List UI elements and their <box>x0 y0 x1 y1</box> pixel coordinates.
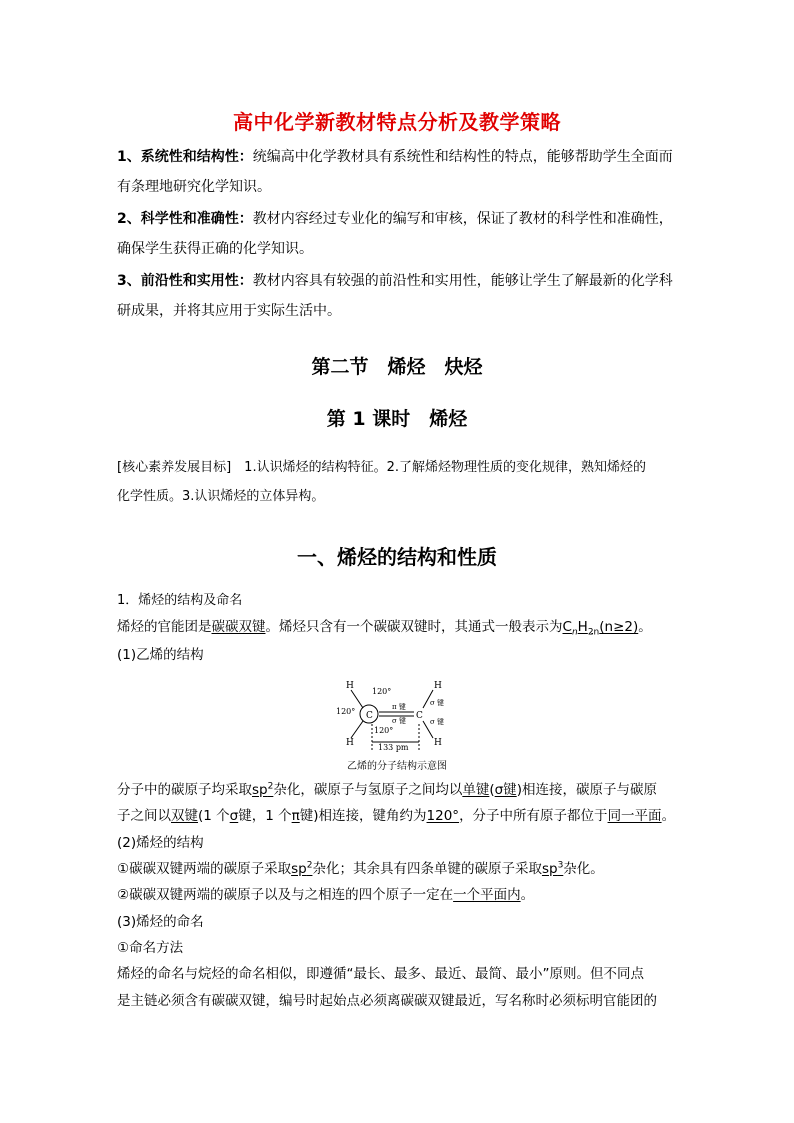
answer-functional-group: 碳碳双键 <box>211 619 266 635</box>
formula-sub: n <box>571 627 578 638</box>
s3-line1: 烯烃的命名与烷烃的命名相似，即遵循“最长、最多、最近、最简、最小”原则。但不同点 <box>117 966 644 982</box>
lesson-title: 第 1 课时 烯烃 <box>326 408 468 430</box>
text: ①碳碳双键两端的碳原子采取 <box>117 861 292 877</box>
text: ( <box>489 782 495 798</box>
text: ②碳碳双键两端的碳原子以及与之相连的四个原子一定在 <box>117 887 454 903</box>
s2-point2 <box>117 885 682 905</box>
answer-sigma: σ <box>229 808 239 824</box>
sigma-bond-label-ch-bottom: σ 键 <box>430 718 445 726</box>
answer-one-plane: 一个平面内 <box>453 887 521 903</box>
feature-text: 教材内容具有较强的前沿性和实用性，能够让学生了解最新的化学科 <box>252 273 673 289</box>
feature-3-line1 <box>117 271 682 291</box>
answer-pi: π <box>291 808 300 824</box>
feature-label: 3、前沿性和实用性： <box>117 273 253 289</box>
answer-sp3 <box>542 861 563 877</box>
superscript: 2 <box>306 860 313 871</box>
answer-sp2 <box>291 861 312 877</box>
part-title: 一、烯烃的结构和性质 <box>297 545 497 569</box>
h-atom-top-left: H <box>346 681 354 691</box>
formula-part: H <box>577 619 588 635</box>
answer-single-bond: 单键 <box>462 782 490 798</box>
text: 烯烃的官能团是 <box>117 619 212 635</box>
functional-group-line <box>117 617 682 637</box>
text: 相连接，碳原子与碳原 <box>521 782 657 798</box>
sigma-bond-label-cc: σ 键 <box>392 717 407 725</box>
section-title: 第二节 烯烃 炔烃 <box>311 356 483 378</box>
text: 。烯烃只含有一个碳碳双键时，其通式一般表示为 <box>265 619 563 635</box>
text: sp <box>291 861 307 877</box>
s3-line2: 是主链必须含有碳碳双键，编号时起始点必须离碳碳双键最近，写名称时必须标明官能团的 <box>117 993 657 1009</box>
bond-length-label: 133 pm <box>378 743 409 752</box>
feature-2-line1 <box>117 209 682 229</box>
feature-1-line2: 有条理地研究化学知识。 <box>117 179 271 195</box>
s2-heading: (2)烯烃的结构 <box>117 835 204 851</box>
angle-label-left: 120° <box>336 707 356 716</box>
answer-double-bond: 双键 <box>171 808 198 824</box>
answer-general-formula <box>562 619 639 638</box>
h-atom-top-right: H <box>434 681 442 691</box>
h-atom-bottom-right: H <box>434 738 442 748</box>
diagram-caption: 乙烯的分子结构示意图 <box>347 761 447 772</box>
goals-label: [核心素养发展目标] <box>117 460 232 475</box>
formula-part: C <box>562 619 572 635</box>
text: 键)相连接，键角约为 <box>299 808 427 824</box>
bond-ch-top-left <box>351 690 363 708</box>
c-atom-right: C <box>416 711 423 721</box>
angle-label-bottom: 120° <box>374 726 394 735</box>
feature-text: 教材内容经过专业化的编写和审核，保证了教材的科学性和准确性， <box>252 211 673 227</box>
text: ，分子中所有原子都位于 <box>459 808 608 824</box>
c-atom-left: C <box>366 711 373 721</box>
ethylene-text-line2 <box>117 806 682 826</box>
page-title: 高中化学新教材特点分析及教学策略 <box>233 110 561 134</box>
formula-sub: 2n <box>587 627 600 638</box>
feature-3-line2: 研成果，并将其应用于实际生活中。 <box>117 303 341 319</box>
text: 。 <box>638 619 652 635</box>
text: 。 <box>520 887 535 903</box>
feature-text: 统编高中化学教材具有系统性和结构性的特点，能够帮助学生全面而 <box>252 149 673 165</box>
text: sp <box>252 782 268 798</box>
formula-condition: (n≥2) <box>599 619 639 635</box>
text: 分子中的碳原子均采取 <box>117 782 252 798</box>
s1-heading: 1．烯烃的结构及命名 <box>117 593 243 608</box>
ethylene-text-line1 <box>117 780 682 800</box>
sigma-bond-label-ch-top: σ 键 <box>430 699 445 707</box>
answer-bond-angle: 120° <box>426 808 460 824</box>
feature-label: 2、科学性和准确性： <box>117 211 253 227</box>
s2-point1 <box>117 859 682 879</box>
feature-1-line1 <box>117 147 682 167</box>
text: 子之间以 <box>117 808 171 824</box>
text: (1 个 <box>198 808 230 824</box>
pi-bond-label: π 键 <box>392 703 406 711</box>
angle-label-top: 120° <box>372 687 392 696</box>
text: 杂化；其余具有四条单键的碳原子采取 <box>312 861 542 877</box>
feature-2-line2: 确保学生获得正确的化学知识。 <box>117 241 313 257</box>
ethylene-heading: (1)乙烯的结构 <box>117 647 204 663</box>
bond-ch-bottom-left <box>351 721 363 738</box>
text: ) <box>516 782 522 798</box>
h-atom-bottom-left: H <box>346 738 354 748</box>
answer-same-plane: 同一平面 <box>607 808 662 824</box>
text: 。 <box>661 808 676 824</box>
text: 键，1 个 <box>238 808 292 824</box>
text: 杂化。 <box>563 861 604 877</box>
answer-hybridization <box>252 782 273 798</box>
goals-line2: 化学性质。3.认识烯烃的立体异构。 <box>117 489 325 504</box>
text: sp <box>541 861 558 877</box>
goals-line1 <box>117 458 682 478</box>
goals-text: 1.认识烯烃的结构特征。2.了解烯烃物理性质的变化规律，熟知烯烃的 <box>244 460 646 475</box>
text: 杂化，碳原子与氢原子之间均以 <box>273 782 463 798</box>
s3-heading: (3)烯烃的命名 <box>117 914 204 930</box>
feature-label: 1、系统性和结构性： <box>117 149 253 165</box>
superscript: 2 <box>267 781 274 792</box>
s3-method: ①命名方法 <box>117 940 184 956</box>
answer-sigma-bond: σ键 <box>494 782 517 798</box>
superscript: 3 <box>557 860 564 871</box>
